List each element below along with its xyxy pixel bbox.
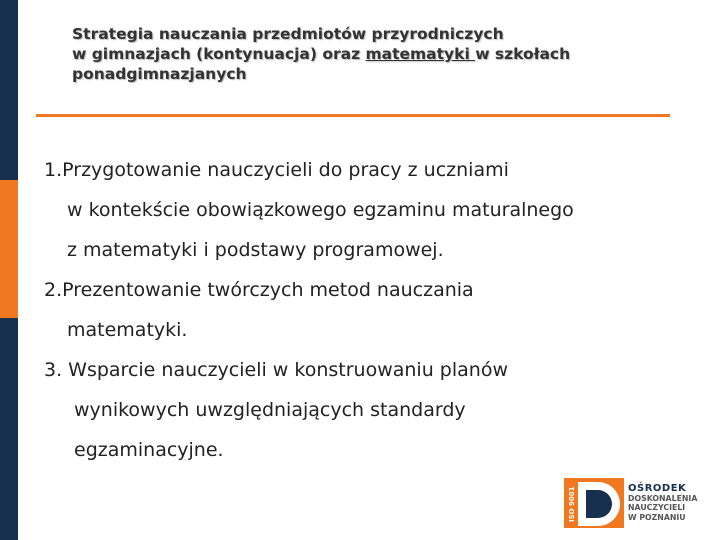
logo-line-1: OŚRODEK <box>628 483 687 494</box>
list-item-1 <box>44 150 684 270</box>
list-item-2 <box>44 270 684 350</box>
list-item-2-line-2: matematyki. <box>67 319 188 341</box>
title-line-3: ponadgimnazjanych <box>72 65 247 83</box>
iso-label: ISO 9001 <box>568 486 576 522</box>
logo-line-4: W POZNANIU <box>628 512 686 522</box>
title-line-2-part-c: w szkołach <box>475 45 571 63</box>
list-item-3-line-3: egzaminacyjne. <box>74 439 224 461</box>
list-item-1-line-3: z matematyki i podstawy programowej. <box>67 239 444 261</box>
title-line-1: Strategia nauczania przedmiotów przyrodniczych <box>72 25 504 43</box>
list-item-3-line-1: 3. Wsparcie nauczycieli w konstruowaniu planów <box>44 359 508 381</box>
logo-text <box>628 484 697 522</box>
title-underlined-word: matematyki <box>365 45 476 63</box>
left-orange-accent <box>0 180 18 318</box>
slide-title <box>72 24 692 84</box>
logo-line-2: DOSKONALENIA <box>628 493 698 503</box>
list-item-1-line-1: 1.Przygotowanie nauczycieli do pracy z uczniami <box>44 159 509 181</box>
title-line-2 <box>72 44 692 64</box>
slide-content <box>44 150 684 470</box>
list-item-3 <box>44 350 684 470</box>
logo-line-3: NAUCZYCIELI <box>628 503 686 512</box>
list-item-2-line-1: 2.Prezentowanie twórczych metod nauczania <box>44 279 474 301</box>
list-item-3-line-2: wynikowych uwzględniających standardy <box>74 399 466 421</box>
list-item-1-line-2: w kontekście obowiązkowego egzaminu maturalnego <box>67 199 574 221</box>
title-divider <box>36 114 670 117</box>
title-line-2-part-a: w gimnazjach (kontynuacja) oraz <box>72 45 366 63</box>
